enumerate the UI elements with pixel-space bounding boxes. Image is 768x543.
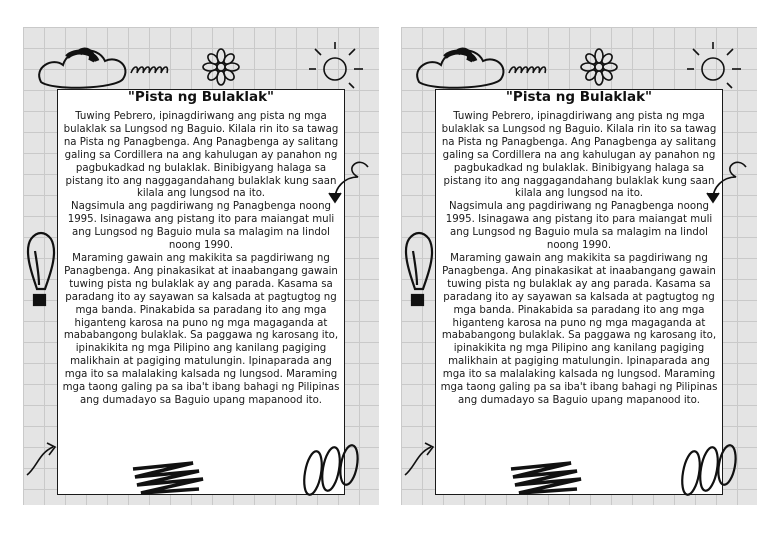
flower-icon [203,49,239,85]
document-body [439,111,719,408]
paragraph-2: Nagsimula ang pagdiriwang ng Panagbenga noong 1995. Isinagawa ang pistang ito para maiangat muli ang Lungsod ng Baguio mula sa malagim na lindol noong 1990. [445,201,713,252]
zigzag-scribble-icon [133,463,203,493]
flower-icon [581,49,617,85]
zigzag-scribble-icon [511,463,581,493]
paragraph-3: Maraming gawain ang makikita sa pagdiriwang ng Panagbenga. Ang pinakasikat at inaabangang gawain tuwing pista ng bulaklak ay ang parada. Kasama sa paradang ito ay sayawan sa kalsada at pagtugtog ng mga banda. Pinakabida sa paradang ito ang mga higanteng karosa na puno ng mga magaganda at mababangong bulaklak. Sa paggawa ng karosang ito, ipinakikita ng mga Pilipino ang kanilang pagiging malikhain at pagiging matulungin. Ipinaparada ang mga ito sa malalaking kalsada ng lungsod. Maraming mga taong galing pa sa iba't ibang bahagi ng Pilipinas ang dumadayo sa Baguio upang mapanood ito. [62,252,340,406]
cloud-scribble-icon [417,50,545,88]
loops-icon [679,444,738,496]
paragraph-1: Tuwing Pebrero, ipinagdiriwang ang pista ng mga bulaklak sa Lungsod ng Baguio. Kilala rin ito sa tawag na Pista ng Panagbenga. Ang Panagbenga ay salitang galing sa Cordillera na ang kahulugan ay panahon ng pagbukadkad ng bulaklak. Binibigyang halaga sa pistang ito ang naggagandahang bulaklak kung saan kilala ang lungsod na ito. [63,111,339,200]
document-title: "Pista ng Bulaklak" [127,89,275,105]
curved-arrow-icon [27,443,55,475]
document-body [61,111,341,408]
lightbulb-icon [28,233,54,305]
sun-icon [687,42,741,88]
poster-card-left [23,27,379,505]
poster-card-right [401,27,757,505]
document-title: "Pista ng Bulaklak" [505,89,653,105]
sun-icon [309,42,363,88]
paragraph-2: Nagsimula ang pagdiriwang ng Panagbenga noong 1995. Isinagawa ang pistang ito para maiangat muli ang Lungsod ng Baguio mula sa malagim na lindol noong 1990. [67,201,335,252]
paragraph-3: Maraming gawain ang makikita sa pagdiriwang ng Panagbenga. Ang pinakasikat at inaabangang gawain tuwing pista ng bulaklak ay ang parada. Kasama sa paradang ito ay sayawan sa kalsada at pagtugtog ng mga banda. Pinakabida sa paradang ito ang mga higanteng karosa na puno ng mga magaganda at mababangong bulaklak. Sa paggawa ng karosang ito, ipinakikita ng mga Pilipino ang kanilang pagiging malikhain at pagiging matulungin. Ipinaparada ang mga ito sa malalaking kalsada ng lungsod. Maraming mga taong galing pa sa iba't ibang bahagi ng Pilipinas ang dumadayo sa Baguio upang mapanood ito. [440,252,718,406]
loops-icon [301,444,360,496]
cloud-scribble-icon [39,50,167,88]
lightbulb-icon [406,233,432,305]
curved-arrow-icon [405,443,433,475]
paragraph-1: Tuwing Pebrero, ipinagdiriwang ang pista ng mga bulaklak sa Lungsod ng Baguio. Kilala rin ito sa tawag na Pista ng Panagbenga. Ang Panagbenga ay salitang galing sa Cordillera na ang kahulugan ay panahon ng pagbukadkad ng bulaklak. Binibigyang halaga sa pistang ito ang naggagandahang bulaklak kung saan kilala ang lungsod na ito. [441,111,717,200]
